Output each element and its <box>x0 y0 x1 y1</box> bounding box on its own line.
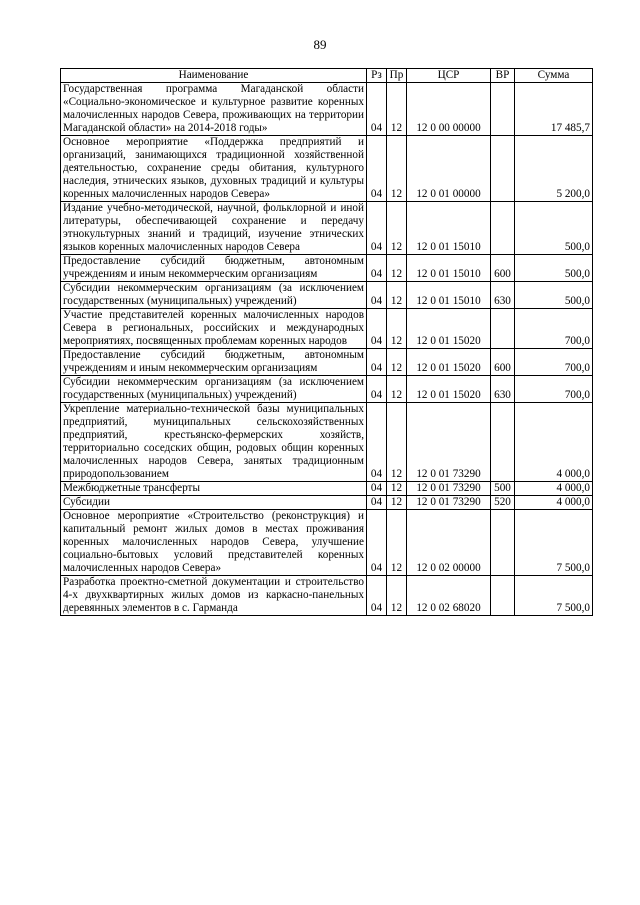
header-csr: ЦСР <box>407 69 491 83</box>
row-pr: 12 <box>387 349 407 376</box>
row-name: Субсидии некоммерческим организациям (за исключением государственных (муниципальных) учреждений) <box>61 376 367 403</box>
row-vr: 630 <box>491 282 515 309</box>
row-csr: 12 0 00 00000 <box>407 83 491 136</box>
table-row <box>61 255 593 282</box>
row-rz: 04 <box>367 202 387 255</box>
header-pr: Пр <box>387 69 407 83</box>
table-row <box>61 496 593 510</box>
row-vr <box>491 403 515 482</box>
row-csr: 12 0 01 15010 <box>407 282 491 309</box>
row-csr: 12 0 01 15020 <box>407 309 491 349</box>
row-name: Межбюджетные трансферты <box>61 482 367 496</box>
row-vr <box>491 510 515 576</box>
row-rz: 04 <box>367 83 387 136</box>
row-name: Издание учебно-методической, научной, фольклорной и иной литературы, обеспечивающей сохранение и передачу этнокультурных знаний и традиций, изучение этнических языков коренных малочисленных народов Севера <box>61 202 367 255</box>
row-sum: 700,0 <box>515 349 593 376</box>
row-csr: 12 0 02 68020 <box>407 576 491 616</box>
header-rz: Рз <box>367 69 387 83</box>
row-sum: 7 500,0 <box>515 576 593 616</box>
row-csr: 12 0 01 73290 <box>407 496 491 510</box>
row-rz: 04 <box>367 496 387 510</box>
row-pr: 12 <box>387 83 407 136</box>
table-row <box>61 376 593 403</box>
table-row <box>61 349 593 376</box>
table-row <box>61 136 593 202</box>
row-sum: 500,0 <box>515 255 593 282</box>
row-pr: 12 <box>387 482 407 496</box>
row-vr: 500 <box>491 482 515 496</box>
row-pr: 12 <box>387 496 407 510</box>
row-name: Разработка проектно-сметной документации и строительство 4-х двухквартирных жилых домов из каркасно-панельных деревянных элементов в с. Гарманда <box>61 576 367 616</box>
row-name: Предоставление субсидий бюджетным, автономным учреждениям и иным некоммерческим организациям <box>61 349 367 376</box>
row-csr: 12 0 01 00000 <box>407 136 491 202</box>
row-vr: 600 <box>491 349 515 376</box>
row-csr: 12 0 02 00000 <box>407 510 491 576</box>
row-sum: 4 000,0 <box>515 482 593 496</box>
row-sum: 700,0 <box>515 376 593 403</box>
row-name: Основное мероприятие «Поддержка предприятий и организаций, занимающихся традиционной хозяйственной деятельностью, сохранение среды обитания, культурного наследия, этнических языков, духовных традиций и культуры коренных малочисленных народов Севера» <box>61 136 367 202</box>
row-pr: 12 <box>387 576 407 616</box>
row-pr: 12 <box>387 136 407 202</box>
row-name: Основное мероприятие «Строительство (реконструкция) и капитальный ремонт жилых домов в местах проживания коренных малочисленных народов Севера, улучшение социально-бытовых условий представителей коренных малочисленных народов Севера» <box>61 510 367 576</box>
row-pr: 12 <box>387 510 407 576</box>
row-sum: 17 485,7 <box>515 83 593 136</box>
row-vr: 630 <box>491 376 515 403</box>
row-vr: 600 <box>491 255 515 282</box>
row-csr: 12 0 01 15010 <box>407 202 491 255</box>
row-rz: 04 <box>367 282 387 309</box>
row-pr: 12 <box>387 376 407 403</box>
row-pr: 12 <box>387 202 407 255</box>
page-number: 89 <box>313 37 327 52</box>
row-csr: 12 0 01 73290 <box>407 482 491 496</box>
budget-table <box>60 68 593 616</box>
row-name: Государственная программа Магаданской области «Социально-экономическое и культурное развитие коренных малочисленных народов Севера, проживающих на территории Магаданской области» на 2014-2018 годы» <box>61 83 367 136</box>
row-name: Предоставление субсидий бюджетным, автономным учреждениям и иным некоммерческим организациям <box>61 255 367 282</box>
table-row <box>61 403 593 482</box>
row-pr: 12 <box>387 403 407 482</box>
row-pr: 12 <box>387 309 407 349</box>
row-name: Субсидии некоммерческим организациям (за исключением государственных (муниципальных) учреждений) <box>61 282 367 309</box>
row-vr <box>491 83 515 136</box>
row-rz: 04 <box>367 576 387 616</box>
table-row <box>61 83 593 136</box>
row-sum: 7 500,0 <box>515 510 593 576</box>
table-row <box>61 482 593 496</box>
row-sum: 5 200,0 <box>515 136 593 202</box>
row-csr: 12 0 01 15020 <box>407 349 491 376</box>
row-name: Участие представителей коренных малочисленных народов Севера в региональных, российских и международных мероприятиях, посвященных проблемам коренных народов <box>61 309 367 349</box>
row-csr: 12 0 01 15010 <box>407 255 491 282</box>
table-row <box>61 282 593 309</box>
row-rz: 04 <box>367 255 387 282</box>
table-row <box>61 309 593 349</box>
row-sum: 500,0 <box>515 202 593 255</box>
header-vr: ВР <box>491 69 515 83</box>
row-rz: 04 <box>367 403 387 482</box>
row-sum: 500,0 <box>515 282 593 309</box>
row-rz: 04 <box>367 482 387 496</box>
row-vr: 520 <box>491 496 515 510</box>
row-vr <box>491 202 515 255</box>
row-sum: 4 000,0 <box>515 403 593 482</box>
header-name: Наименование <box>61 69 367 83</box>
row-rz: 04 <box>367 136 387 202</box>
row-rz: 04 <box>367 349 387 376</box>
row-sum: 700,0 <box>515 309 593 349</box>
table-row <box>61 202 593 255</box>
table-row <box>61 576 593 616</box>
header-sum: Сумма <box>515 69 593 83</box>
row-name: Субсидии <box>61 496 367 510</box>
row-vr <box>491 576 515 616</box>
row-csr: 12 0 01 73290 <box>407 403 491 482</box>
row-sum: 4 000,0 <box>515 496 593 510</box>
table-row <box>61 510 593 576</box>
row-rz: 04 <box>367 510 387 576</box>
row-csr: 12 0 01 15020 <box>407 376 491 403</box>
row-vr <box>491 136 515 202</box>
row-rz: 04 <box>367 309 387 349</box>
row-vr <box>491 309 515 349</box>
row-name: Укрепление материально-технической базы муниципальных предприятий, муниципальных сельскохозяйственных предприятий, крестьянско-фермерских хозяйств, территориально соседских общин, родовых общин коренных малочисленных народов Севера, занятых традиционным природопользованием <box>61 403 367 482</box>
row-rz: 04 <box>367 376 387 403</box>
row-pr: 12 <box>387 255 407 282</box>
table-header-row <box>61 69 593 83</box>
row-pr: 12 <box>387 282 407 309</box>
